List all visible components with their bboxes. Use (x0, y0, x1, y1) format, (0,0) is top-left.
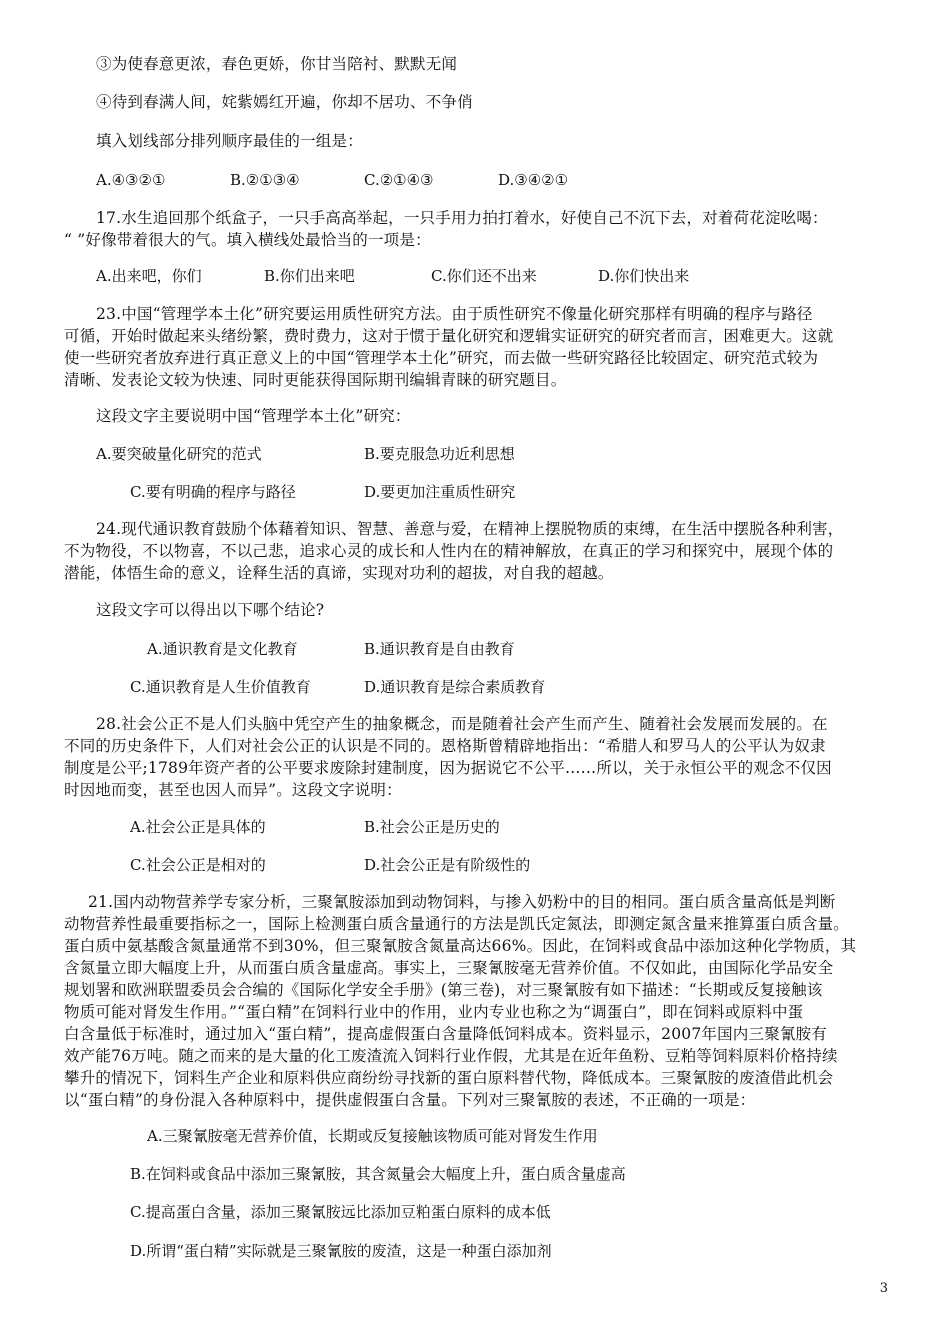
q23-prompt: 这段文字主要说明中国“管理学本土化”研究： (96, 407, 411, 425)
q21-stem-line-10: 以“蛋白精”的身份混入各种原料中，提供虚假蛋白含量。下列对三聚氰胺的表述，不正确的一项是： (64, 1091, 756, 1109)
q28-stem-line-1: 28.社会公正不是人们头脑中凭空产生的抽象概念，而是随着社会产生而产生、随着社会发展而发展的。在 (96, 715, 828, 733)
q16-sentence-4: ④待到春满人间，姹紫嫣红开遍，你却不居功、不争俏 (96, 93, 473, 111)
q16-option-c: C.②①④③ (364, 171, 434, 189)
q17-option-b: B.你们出来吧 (264, 267, 355, 285)
q16-option-d: D.③④②① (498, 171, 569, 189)
q28-option-c: C.社会公正是相对的 (130, 856, 266, 874)
q17-option-d: D.你们快出来 (598, 267, 690, 285)
q16-option-b: B.②①③④ (230, 171, 300, 189)
q28-stem-line-2: 不同的历史条件下，人们对社会公正的认识是不同的。恩格斯曾精辟地指出：“希腊人和罗马人的公平认为奴隶 (64, 737, 826, 755)
q17-stem-line-2: “ ”好像带着很大的气。填入横线处最恰当的一项是： (64, 231, 431, 249)
q23-option-d: D.要更加注重质性研究 (364, 483, 516, 501)
q21-stem-line-1: 21.国内动物营养学专家分析，三聚氰胺添加到动物饲料，与掺入奶粉中的目的相同。蛋白质含量高低是判断 (88, 893, 836, 911)
q21-option-b: B.在饲料或食品中添加三聚氰胺，其含氮量会大幅度上升，蛋白质含量虚高 (130, 1165, 626, 1183)
q23-stem-line-1: 23.中国“管理学本土化”研究要运用质性研究方法。由于质性研究不像量化研究那样有明确的程序与路径 (96, 305, 813, 323)
page-number: 3 (879, 1281, 888, 1296)
q23-option-a: A.要突破量化研究的范式 (96, 445, 262, 463)
q24-stem-line-1: 24.现代通识教育鼓励个体藉着知识、智慧、善意与爱，在精神上摆脱物质的束缚，在生活中摆脱各种利害， (96, 520, 844, 538)
q28-option-b: B.社会公正是历史的 (364, 818, 500, 836)
q24-stem-line-2: 不为物役，不以物喜，不以己悲，追求心灵的成长和人性内在的精神解放，在真正的学习和探究中，展现个体的 (64, 542, 834, 560)
q21-stem-line-2: 动物营养性最重要指标之一，国际上检测蛋白质含量通行的方法是凯氏定氮法，即测定氮含量来推算蛋白质含量。 (64, 915, 850, 933)
q28-stem-line-3: 制度是公平;1789年资产者的公平要求废除封建制度，因为据说它不公平……所以，关于永恒公平的观念不仅因 (64, 759, 832, 777)
q23-option-b: B.要克服急功近利思想 (364, 445, 515, 463)
q28-option-a: A.社会公正是具体的 (130, 818, 266, 836)
q24-option-c: C.通识教育是人生价值教育 (130, 678, 311, 696)
q17-option-a: A.出来吧，你们 (96, 267, 202, 285)
q16-option-a: A.④③②① (96, 171, 166, 189)
q21-option-a: A.三聚氰胺毫无营养价值，长期或反复接触该物质可能对肾发生作用 (147, 1127, 598, 1145)
q24-stem-line-3: 潜能，体悟生命的意义，诠释生活的真谛，实现对功利的超拔，对自我的超越。 (64, 564, 614, 582)
q21-option-c: C.提高蛋白含量，添加三聚氰胺远比添加豆粕蛋白原料的成本低 (130, 1203, 551, 1221)
q16-sentence-3: ③为使春意更浓，春色更娇，你甘当陪衬、默默无闻 (96, 55, 458, 73)
q21-stem-line-6: 物质可能对肾发生作用。”“蛋白精”在饲料行业中的作用，业内专业也称之为“调蛋白”，即在饲料或原料中蛋 (64, 1003, 804, 1021)
q21-stem-line-8: 效产能76万吨。随之而来的是大量的化工废渣流入饲料行业作假，尤其是在近年鱼粉、豆粕等饲料原料价格持续 (64, 1047, 838, 1065)
q24-option-a: A.通识教育是文化教育 (147, 640, 298, 658)
q16-prompt: 填入划线部分排列顺序最佳的一组是： (96, 132, 363, 150)
q23-stem-line-4: 清晰、发表论文较为快速、同时更能获得国际期刊编辑青睐的研究题目。 (64, 371, 567, 389)
q17-stem-line-1: 17.水生追回那个纸盒子，一只手高高举起，一只手用力拍打着水，好使自己不沉下去，对着荷花淀吆喝： (96, 209, 828, 227)
q17-option-c: C.你们还不出来 (431, 267, 537, 285)
q24-option-b: B.通识教育是自由教育 (364, 640, 515, 658)
q21-stem-line-7: 白含量低于标准时，通过加入“蛋白精”，提高虚假蛋白含量降低饲料成本。资料显示，2007年国内三聚氰胺有 (64, 1025, 827, 1043)
q21-stem-line-4: 含氮量立即大幅度上升，从而蛋白质含量虚高。事实上，三聚氰胺毫无营养价值。不仅如此，由国际化学品安全 (64, 959, 834, 977)
q24-option-d: D.通识教育是综合素质教育 (364, 678, 546, 696)
q21-option-d: D.所谓“蛋白精”实际就是三聚氰胺的废渣，这是一种蛋白添加剂 (130, 1242, 552, 1260)
q23-stem-line-3: 使一些研究者放弃进行真正意义上的中国“管理学本土化”研究，而去做一些研究路径比较固定、研究范式较为 (64, 349, 819, 367)
q23-option-c: C.要有明确的程序与路径 (130, 483, 296, 501)
q23-stem-line-2: 可循，开始时做起来头绪纷繁，费时费力，这对于惯于量化研究和逻辑实证研究的研究者而言，困难更大。这就 (64, 327, 834, 345)
q21-stem-line-3: 蛋白质中氨基酸含氮量通常不到30%，但三聚氰胺含氮量高达66%。因此，在饲料或食品中添加这种化学物质，其 (64, 937, 857, 955)
q21-stem-line-9: 攀升的情况下，饲料生产企业和原料供应商纷纷寻找新的蛋白原料替代物，降低成本。三聚氰胺的废渣借此机会 (64, 1069, 834, 1087)
q21-stem-line-5: 规划署和欧洲联盟委员会合编的《国际化学安全手册》(第三卷)，对三聚氰胺有如下描述：“长期或反复接触该 (64, 981, 823, 999)
q28-option-d: D.社会公正是有阶级性的 (364, 856, 531, 874)
q24-prompt: 这段文字可以得出以下哪个结论? (96, 601, 325, 619)
q28-stem-line-4: 时因地而变，甚至也因人而异”。这段文字说明： (64, 781, 402, 799)
